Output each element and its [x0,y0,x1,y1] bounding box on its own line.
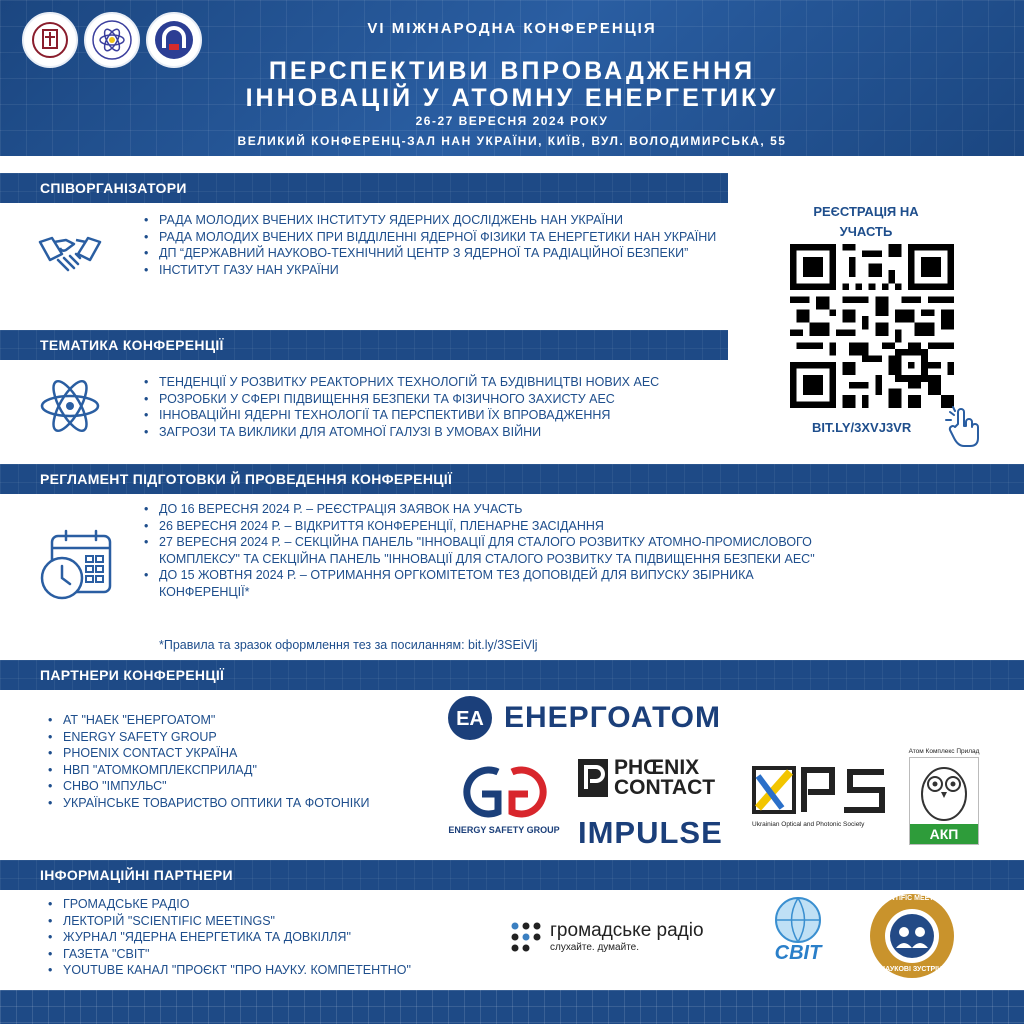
esg-caption: ENERGY SAFETY GROUP [448,825,560,835]
list-item: • ЛЕКТОРІЙ "SCIENTIFIC MEETINGS" [48,913,488,930]
section-heading-partners: ПАРТНЕРИ КОНФЕРЕНЦІЇ [0,660,1024,690]
list-item: • НВП "АТОМКОМПЛЕКСПРИЛАД" [48,762,378,779]
sm-top-text: SCIENTIFIC MEETINGS [873,895,951,902]
list-item: • PHOENIX CONTACT УКРАЇНА [48,745,378,762]
schedule-list [144,501,844,600]
phoenix-line-2: CONTACT [614,776,716,799]
energy-safety-group-logo [448,764,560,835]
list-item: • ГАЗЕТА "СВІТ" [48,946,488,963]
impulse-logo: IMPULSE [578,815,723,850]
atomkompleksprylad-logo [906,748,982,845]
phoenix-emblem-icon [578,759,608,797]
owl-emblem-icon [910,758,978,824]
energoatom-emblem-icon [446,694,494,742]
svg-text:EA: EA [456,708,484,730]
list-item: • ЖУРНАЛ "ЯДЕРНА ЕНЕРГЕТИКА ТА ДОВКІЛЛЯ" [48,929,488,946]
list-item: • YOUTUBE КАНАЛ "ПРОЄКТ "ПРО НАУКУ. КОМПЕТЕНТНО" [48,962,488,979]
pointer-hand-icon [944,406,988,450]
globe-icon [767,895,829,945]
optics-photonics-society-logo [752,766,892,828]
registration-title: РЕЄСТРАЦІЯ НА УЧАСТЬ [813,204,919,239]
energoatom-logo [446,694,721,742]
list-item: • ГРОМАДСЬКЕ РАДІО [48,896,488,913]
radio-slogan: слухайте. думайте. [550,942,640,953]
esg-emblem-icon [452,764,556,820]
header-banner [0,0,1024,156]
info-partners-list [48,896,488,979]
list-item: • УКРАЇНСЬКЕ ТОВАРИСТВО ОПТИКИ ТА ФОТОНІКИ [48,795,378,812]
list-item: • АТ "НАЕК "ЕНЕРГОАТОМ" [48,712,378,729]
section-heading-topics: ТЕМАТИКА КОНФЕРЕНЦІЇ [0,330,728,360]
hromadske-radio-logo [510,920,704,953]
section-heading-schedule: РЕГЛАМЕНТ ПІДГОТОВКИ Й ПРОВЕДЕННЯ КОНФЕРЕНЦІЇ [0,464,1024,494]
registration-link[interactable]: BIT.LY/3XVJ3VR [812,420,912,435]
list-item: • СНВО "ІМПУЛЬС" [48,778,378,795]
title-line-2: ІННОВАЦІЙ У АТОМНУ ЕНЕРГЕТИКУ [245,84,779,112]
radio-dots-icon [510,921,542,953]
topics-list [144,374,764,440]
akp-label: АКП [910,824,978,844]
energoatom-name: ЕНЕРГОАТОМ [504,701,721,734]
section-heading-info-partners: ІНФОРМАЦІЙНІ ПАРТНЕРИ [0,860,1024,890]
list-item: • ДО 15 ЖОВТНЯ 2024 Р. – ОТРИМАННЯ ОРГКОМІТЕТОМ ТЕЗ ДОПОВІДЕЙ ДЛЯ ВИПУСКУ ЗБІРНИКА КОНФЕРЕНЦІЇ* [144,567,844,600]
handshake-icon [38,228,102,282]
title-line-1: ПЕРСПЕКТИВИ ВПРОВАДЖЕННЯ [268,57,756,85]
atom-icon [38,378,102,434]
section-heading-co-organizers: СПІВОРГАНІЗАТОРИ [0,173,728,203]
registration-qr-code[interactable] [790,244,954,408]
list-item: • ЗАГРОЗИ ТА ВИКЛИКИ ДЛЯ АТОМНОЇ ГАЛУЗІ В УМОВАХ ВІЙНИ [144,424,764,441]
ops-emblem-icon [752,766,888,816]
list-item: • РАДА МОЛОДИХ ВЧЕНИХ ІНСТИТУТУ ЯДЕРНИХ ДОСЛІДЖЕНЬ НАН УКРАЇНИ [144,212,734,229]
svit-name: СВІТ [774,942,822,964]
ops-caption: Ukrainian Optical and Photonic Society [752,821,865,828]
abstracts-note: *Правила та зразок оформлення тез за посиланням: bit.ly/3SEiVlj [159,638,538,652]
conference-dates: 26-27 ВЕРЕСНЯ 2024 РОКУ [415,114,609,128]
list-item: • ДП “ДЕРЖАВНИЙ НАУКОВО-ТЕХНІЧНИЙ ЦЕНТР З ЯДЕРНОЇ ТА РАДІАЦІЙНОЇ БЕЗПЕКИ” [144,245,734,262]
conference-venue: ВЕЛИКИЙ КОНФЕРЕНЦ-ЗАЛ НАН УКРАЇНИ, КИЇВ, ВУЛ. ВОЛОДИМИРСЬКА, 55 [237,134,787,148]
list-item: • 27 ВЕРЕСНЯ 2024 Р. – СЕКЦІЙНА ПАНЕЛЬ "ІННОВАЦІЇ ДЛЯ СТАЛОГО РОЗВИТКУ АТОМНО-ПРОМИСЛОВОГО КОМПЛЕКСУ" ТА СЕКЦІЙНА ПАНЕЛЬ "ІННОВАЦІЇ ДЛЯ СТАЛОГО РОЗВИТКУ ТА ПІДВИЩЕННЯ БЕЗПЕКИ АЕС" [144,534,844,567]
radio-name: громадське радіо [550,920,704,941]
list-item: • РАДА МОЛОДИХ ВЧЕНИХ ПРИ ВІДДІЛЕННІ ЯДЕРНОЇ ФІЗИКИ ТА ЕНЕРГЕТИКИ НАН УКРАЇНИ [144,229,734,246]
list-item: • ІНСТИТУТ ГАЗУ НАН УКРАЇНИ [144,262,734,279]
list-item: • ДО 16 ВЕРЕСНЯ 2024 Р. – РЕЄСТРАЦІЯ ЗАЯВОК НА УЧАСТЬ [144,501,844,518]
list-item: • 26 ВЕРЕСНЯ 2024 Р. – ВІДКРИТТЯ КОНФЕРЕНЦІЇ, ПЛЕНАРНЕ ЗАСІДАННЯ [144,518,844,535]
scientific-meetings-logo [868,892,956,980]
list-item: • ENERGY SAFETY GROUP [48,729,378,746]
footer-decoration [0,990,1024,1024]
svit-newspaper-logo [762,895,834,965]
akp-caption: Атом Комплекс Прилад [908,748,980,755]
list-item: • ІННОВАЦІЙНІ ЯДЕРНІ ТЕХНОЛОГІЇ ТА ПЕРСПЕКТИВИ ЇХ ВПРОВАДЖЕННЯ [144,407,764,424]
calendar-clock-icon [38,528,114,602]
phoenix-line-1: PHŒNIX [614,756,700,779]
sm-bottom-text: НАУКОВІ ЗУСТРІЧІ [880,966,944,973]
conference-number: VI МІЖНАРОДНА КОНФЕРЕНЦІЯ [367,20,657,37]
list-item: • ТЕНДЕНЦІЇ У РОЗВИТКУ РЕАКТОРНИХ ТЕХНОЛОГІЙ ТА БУДІВНИЦТВІ НОВИХ АЕС [144,374,764,391]
conference-title [0,58,1024,112]
phoenix-contact-logo [578,758,715,798]
partners-list [48,712,378,811]
list-item: • РОЗРОБКИ У СФЕРІ ПІДВИЩЕННЯ БЕЗПЕКИ ТА ФІЗИЧНОГО ЗАХИСТУ АЕС [144,391,764,408]
co-organizers-list [144,212,734,278]
